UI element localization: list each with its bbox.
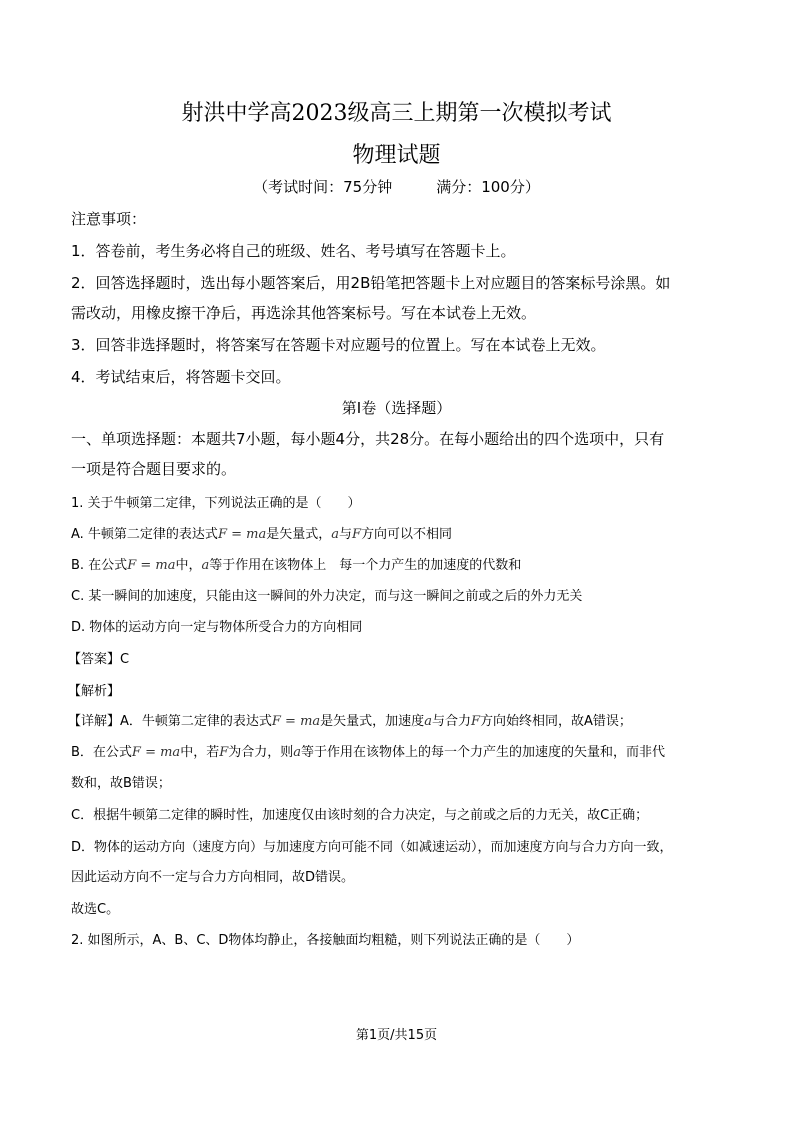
page-number: 第1页/共15页 [355,1028,438,1043]
formula: F = ma [217,527,267,542]
detail-c: C．根据牛顿第二定律的瞬时性，加速度仅由该时刻的合力决定，与之前或之后的力无关，故C正确； [71,808,649,823]
detail-d-line-2: 因此运动方向不一定与合力方向相同，故D错误。 [71,870,355,885]
question-1-option-c: C. 某一瞬间的加速度，只能由这一瞬间的外力决定，而与这一瞬间之前或之后的外力无关 [71,589,583,604]
detail-b-line-1: B．在公式F = ma中，若F为合力，则a等于作用在该物体上的每一个力产生的加速度的矢量和，而非代 [71,745,666,760]
notice-item-3: 3．回答非选择题时，将答案写在答题卡对应题号的位置上。写在本试卷上无效。 [71,336,606,354]
part-heading: 第I卷（选择题） [341,399,452,417]
question-1-option-a: A. 牛顿第二定律的表达式F = ma是矢量式，a与F方向可以不相同 [71,527,453,542]
detail-a: 【详解】A．牛顿第二定律的表达式F = ma是矢量式，加速度a与合力F方向始终相同，故A错误； [68,714,632,729]
notice-item-2-line-1: 2．回答选择题时，选出每小题答案后，用2B铅笔把答题卡上对应题目的答案标号涂黑。如 [71,274,671,292]
notice-item-1: 1．答卷前，考生务必将自己的班级、姓名、考号填写在答题卡上。 [71,242,516,260]
analysis-label: 【解析】 [68,684,121,699]
formula: F = ma [127,558,176,573]
exam-score: 满分：100分） [436,178,540,196]
section-intro-line-1: 一、单项选择题：本题共7小题，每小题4分，共28分。在每小题给出的四个选项中，只有 [71,430,665,448]
notice-item-4: 4．考试结束后，将答题卡交回。 [71,368,291,386]
detail-b-line-2: 数和，故B错误； [71,776,171,791]
question-2-stem: 2. 如图所示，A、B、C、D物体均静止，各接触面均粗糙，则下列说法正确的是（ ） [71,933,580,948]
section-intro-line-2: 一项是符合题目要求的。 [71,460,237,478]
notice-heading: 注意事项： [71,210,147,228]
answer-label: 【答案】C [68,652,130,667]
question-1-stem: 1. 关于牛顿第二定律，下列说法正确的是（ ） [71,496,361,511]
conclusion: 故选C。 [71,902,120,917]
detail-d-line-1: D．物体的运动方向（速度方向）与加速度方向可能不同（如减速运动），而加速度方向与合力方向一致， [71,840,673,855]
exam-time: （考试时间：75分钟 [253,178,393,196]
subject-title: 物理试题 [352,143,441,168]
question-1-option-d: D. 物体的运动方向一定与物体所受合力的方向相同 [71,620,363,635]
formula: F = ma [271,714,321,729]
question-1-option-b: B. 在公式F = ma中，a等于作用在该物体上 每一个力产生的加速度的代数和 [71,558,522,573]
exam-info [0,176,793,197]
formula: F = ma [131,745,181,760]
notice-item-2-line-2: 需改动，用橡皮擦干净后，再选涂其他答案标号。写在本试卷上无效。 [71,304,537,322]
exam-title: 射洪中学高2023级高三上期第一次模拟考试 [181,101,612,126]
